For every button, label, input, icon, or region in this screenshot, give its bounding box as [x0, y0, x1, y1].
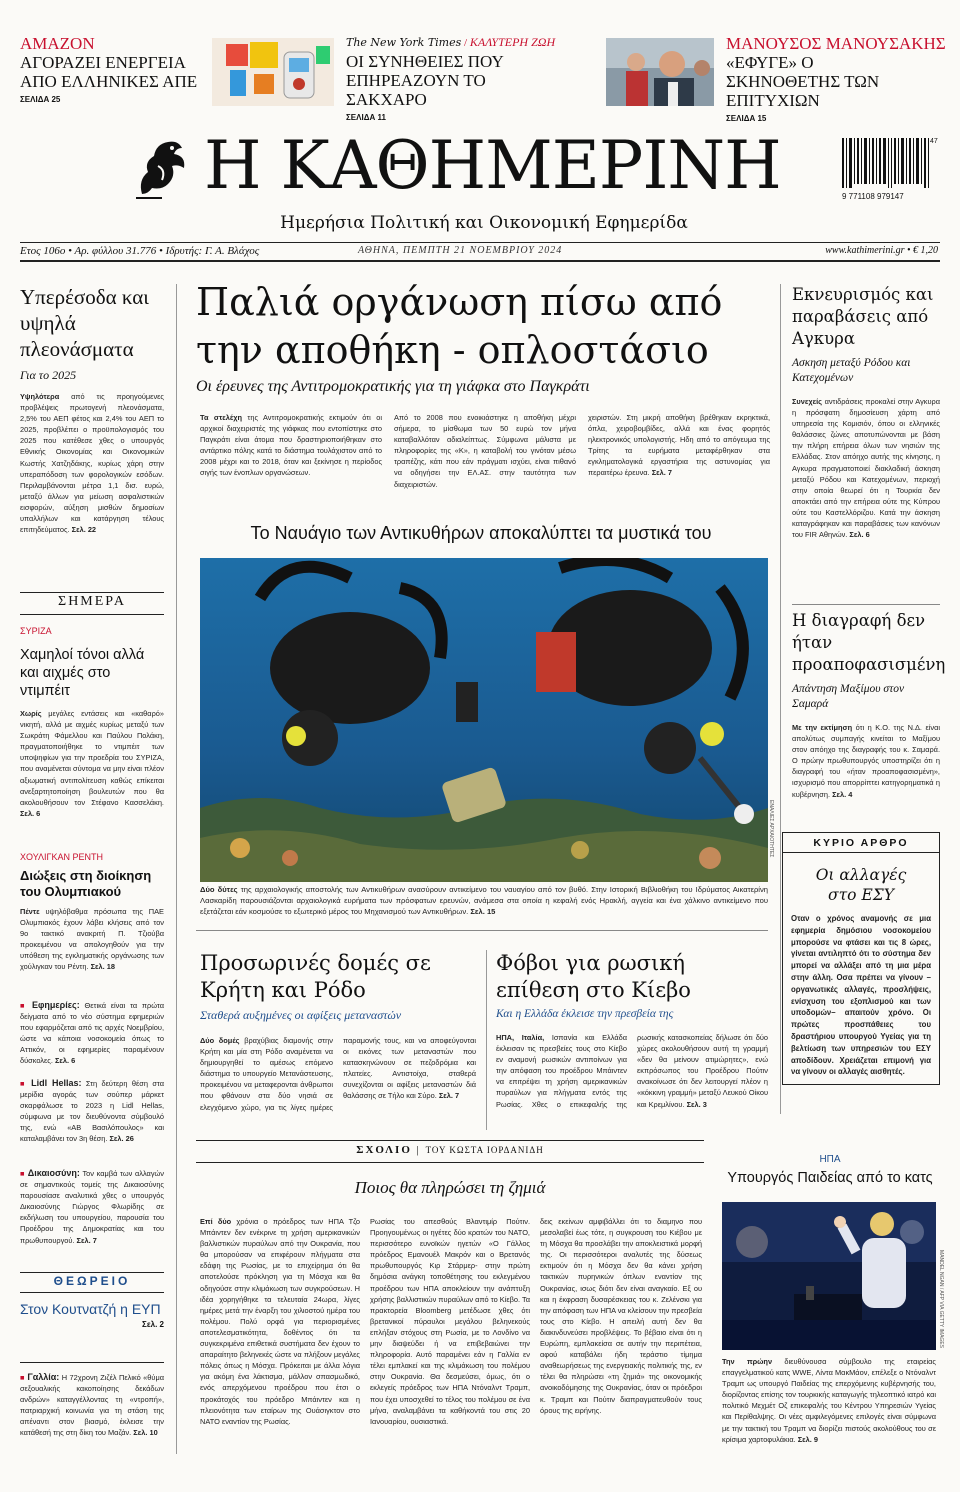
issue-site: www.kathimerini.gr • € 1,20 [825, 245, 938, 256]
brief-dikaiosyni[interactable]: ■ Δικαιοσύνη: Τον καμβά των αλλαγών σε σημαντικούς τομείς της Δικαιοσύνης παρουσίασε αναλυτικά χθες ο υπουργός Δικαιοσύνης Γιώργος Φλωρίδης σε εκδήλωση του υπουργείου, παρουσία του Προέδρου της Δημοκρατίας και του πρωθυπουργού. Σελ. 7 [20, 1168, 164, 1245]
page-ref: Σελ. 6 [20, 808, 41, 818]
body-text: μεγάλες εντάσεις και «καθαρό» νικητή, αλλά με αιχμές κυρίως μεταξύ των Σωκράτη Φάμελλου και Παύλου Πολάκη, πραγματοποιήθηκε το ντιμπέιτ των υποψηφίων για την προεδρία του ΣΥΡΙΖΑ, που αναμένεται σύντομα να μην είναι πλέον αξιωματική αντιπολίτευση καθώς επίκειται ανεξαρτητοποίηση βουλευτών που θα ακολουθήσουν τον Στέφανο Κασσελάκη. [20, 709, 164, 807]
editorial[interactable] [782, 832, 940, 1085]
lead-in: Δύο δομές [200, 1036, 240, 1045]
syriza-story[interactable] [20, 626, 164, 819]
body-text: Θετικά είναι τα πρώτα δείγματα από το νέο σύστημα εφημεριών που εφαρμόζεται από τις αρχές Νοεμβρίου, ώστε να κάποια νοσοκομεία όπως το Αττικόν, οι εφημερίες παραμένουν δύσκολες. [20, 1001, 164, 1066]
masthead-top-rule [20, 242, 940, 243]
body-text: Η 72χρονη Ζιζέλ Πελικό «θύμα σεξουαλικής κακοποίησης δεκάδων ανδρών» καταγγέλλοντας τη «ντροπή», πατριαρχική κοινωνία για τη στάση της απέναντι στον βιασμό, έκλεισε την κατάθεσή της στη δίκη του Μαζάν. [20, 1373, 164, 1438]
teaser-title: «ΕΦΥΓΕ» Ο ΣΚΗΝΟΘΕΤΗΣ ΤΩΝ ΕΠΙΤΥΧΙΩΝ [726, 53, 880, 110]
barcode [842, 138, 938, 204]
lead-in: Δύο δύτες [200, 885, 238, 894]
editorial-label: ΚΥΡΙΟ ΑΡΘΡΟ [783, 833, 939, 853]
divider [20, 1272, 164, 1273]
usa-story[interactable] [720, 1154, 940, 1187]
kyiv-story[interactable] [496, 950, 768, 1120]
teaser-sugar[interactable]: The New York Times / ΚΑΛΥΤΕΡΗ ΖΩΗ ΟΙ ΣΥΝΗΘΕΙΕΣ ΠΟΥ ΕΠΗΡΕΑΖΟΥΝ ΤΟ ΣΑΚΧΑΡΟ ΣΕΛΙΔΑ 11 [346, 34, 596, 110]
comment-header: ΣΧΟΛΙΟ | ΤΟΥ ΚΩΣΤΑ ΙΟΡΔΑΝΙΔΗ [356, 1144, 544, 1156]
headline: Υπουργός Παιδείας από το κατς [727, 1170, 933, 1186]
teaser-kicker: ΑΜΑΖΟΝ [20, 34, 95, 53]
main-story[interactable] [196, 278, 762, 396]
page-ref: Σελ. 22 [71, 525, 97, 535]
photo-credit: MANDEL NGAN / AFP VIA GETTY IMAGES [938, 1250, 944, 1348]
divider [20, 1292, 164, 1293]
divers-photo [200, 558, 768, 882]
story-tag: ΗΠΑ [819, 1154, 841, 1165]
body-text: Ρωσίας του απεσθούς Βλαντιμίρ Πούτιν. Προηγουμένως οι ηγέτες δύο κρατών του ΝΑΤΟ, περισσότερο ευνοϊκών ηγετών «Ο Γάλλος πρόεδρος Εμανουέλ Μακρόν και ο Βρετανός πρωθυπουργός Κιρ Στάρμερ- στην πρώτη δημόσια ανάγκη τοποθέτησης του εκλεγμένου προέδρου των ΗΠΑ αποκλείουν την ανάπτυξη χρήσης βαλλιστικών πυραύλων από το Κίεβο. Τα πρακτορεία Bloomberg μετέδωσε χθες ότι βρετανικοί πύραυλοι μεγάλου βεληνεκούς επλήξαν στόχους στη Ρωσία, με το Λονδίνο να μην διαψεύδει ή να επιβεβαιώνει την πληροφορία. Αυτό παραμένει εάν η Γαλλία εν τέλει εμπλακεί και της κλιμάκωση του πολέμου στην Ουκρανία. Θα δεσμεύσει, όμως, ότι ο εκλεγείς πρόεδρος των ΗΠΑ Ντόναλντ Τραμπ, που έχει υποσχεθεί το τέλος του πολέμου σε ένα μήνα, αναλαμβάνει τα καθήκοντά του στις 20 Ιανουαρίου, ουσιαστικά. [370, 1217, 530, 1426]
story-tag: ΧΟΥΛΙΓΚΑΝ ΡΕΝΤΗ [20, 852, 104, 862]
deck: Απάντηση Μαξίμου στον Σαμαρά [792, 683, 905, 710]
lead-in: Την πρώην [722, 1357, 773, 1366]
divider [196, 1140, 704, 1141]
portrait-photo [606, 38, 714, 106]
barcode-icon [842, 138, 938, 194]
page-ref: Σελ. 7 [76, 1235, 97, 1245]
crete-story[interactable] [200, 950, 476, 1123]
teaser-page: ΣΕΛΙΔΑ 25 [20, 95, 61, 104]
issue-info: Ετος 106ο • Αρ. φύλλου 31.776 • Ιδρυτής: Γ. Α. Βλάχος [20, 245, 260, 257]
comment-author: ΤΟΥ ΚΩΣΤΑ ΙΟΡΔΑΝΙΔΗ [425, 1145, 544, 1155]
page-ref: Σελ. 10 [133, 1428, 158, 1438]
lead-in: Πέντε [20, 907, 40, 916]
page-ref: Σελ. 6 [849, 530, 870, 540]
divider [196, 1162, 704, 1163]
column-rule [486, 950, 487, 1130]
mcmahon-photo [722, 1202, 936, 1350]
body-text: χειριστών. Στη μικρή αποθήκη βρέθηκαν εκρηκτικά, όπλα, χειροβομβίδες, αλλά και ένας φορητός ηλεκτρονικός υπολογιστής. Ηδη από το απόγευμα της Τρίτης τα ευρήματα μεταφέρθηκαν στα εγκληματολογικά εργαστήρια της αστυνομίας για περαιτέρω έρευνα. [588, 413, 770, 478]
griffin-logo-icon [132, 136, 192, 202]
samaras-story[interactable] [792, 610, 946, 800]
comment-title: Ποιος θα πληρώσει τη ζημιά [354, 1178, 546, 1197]
lead-in: Τα στελέχη [200, 413, 242, 422]
lead-in: Επί δύο [200, 1217, 232, 1226]
lead-in: Υψηλότερα [20, 392, 60, 401]
underwater-photo [200, 558, 768, 882]
headline: Φόβοι για ρωσική επίθεση στο Κίεβο [496, 951, 691, 1002]
deck: Και η Ελλάδα έκλεισε την πρεσβεία της [496, 1008, 674, 1020]
olympiakos-story[interactable] [20, 852, 164, 973]
lead-in: ΗΠΑ, Ιταλία, [496, 1033, 545, 1042]
left-lead-story[interactable] [20, 284, 164, 535]
body-text: βραχύβιας διαμονής στην Κρήτη και μία στη Ρόδο αναμένεται να δημιουργηθεί το αμέσως επόμενο διάστημα το υπουργείο Μετανάστευσης, προκειμένου να μεταφερονται άνθρωποι που φθάνουν στα δύο νησιά σε ελεγχόμενο χώρο, για τις λίγες ημέρες παραμονής τους, και να αποφεύγονται οι εικόνες των μεταναστών που κατασκηνώνουν σε πεζοδρόμια και πλατείες. Αντιστοίχα, σταθερά συνεχίζονται οι αφίξεις μεταναστών διά θαλάσσης σε Τήλο και Σύρο. [200, 1036, 476, 1112]
teaser-manousakis-image [606, 38, 714, 106]
page-ref: Σελ. 26 [109, 1134, 134, 1144]
body-text: Ισπανία και Ελλάδα έκλεισαν τις πρεσβείες τους στο Κίεβο εν αναμονή ρωσικών αντιποίνων για την απόφαση του προέδρου Μπάιντεν να επιτρέψει τη χρήση αμερικανικών πυραύλων για πλήγματα εντός της Ρωσίας. Χθες ο επικεφαλής της ρωσικής κατασκοπείας δήλωσε ότι δύο χώρες ακολουθήσουν αυτή τη γραμμή «δεν θα μείνουν ατιμώρητες», ενώ εκπρόσωπος του Προέδρου Πούτιν ανακοίνωσε ότι δεν λειτουργεί πλέον η «κόκκινη γραμμή» μεταξύ Λευκού Οίκου και Κρεμλίνου. [496, 1033, 768, 1109]
column-rule [780, 284, 781, 1114]
main-col-1 [200, 412, 382, 479]
nyt-logo: The New York Times [346, 36, 462, 49]
body-text: της αρχαιολογικής αποστολής των Αντικυθήρων ανασύρουν αντικείμενο του ναυαγίου από τον βυθό. Στην Ιστορική Βιβλιοθήκη του Ιδρύματος Αικατερίνη Λασκαρίδη παρουσιάζονται αρχαιολογικά ευρήματα των πρόσφατων ερευνών, ανάμεσα στα οποία η κεφαλή ενός Ηρακλή, αγγεία και ένα χάλκινο αντικείμενο που εξετάζεται εάν κοσμούσε το εξωτερικό μέρος του Μηχανισμού των Αντικυθήρων. [200, 885, 768, 916]
deck: Για το 2025 [20, 368, 77, 382]
comment-col-1 [200, 1216, 360, 1452]
body-text: διευθύνουσα σύμβουλο της εταιρείας επαγγελματικού κατς WWE, Λίντα ΜακΜάον, επέλεξε ο Ντόναλντ Τραμπ ως υπουργό Παιδείας της επερχόμενης κυβέρνησής του, διορίζοντας επίσης τον τουρκικής καταγωγής τηλεοπτικό ιατρό και πολιτικό Μεχμέτ Οζ επικεφαλής του Κέντρου Υπηρεσιών Υγείας και Περίθαλψης. Οι νέες αμφιλεγόμενες επιλογές είναι σύμφωνα με την τακτική του Τραμπ να διορίζει πιστούς ακολούθους του σε κρίσιμα χαρτοφυλάκια. [722, 1357, 936, 1444]
headline: Στον Κουτνατζή η ΕΥΠ [20, 1301, 161, 1317]
editorial-body: Οταν ο χρόνος αναμονής σε μια εφημερία δημόσιου νοσοκομείου μπορούσε να φτάσει και τις 8 ώρες, γίνεται αντιληπτό ότι το σύστημα δεν μπορεί να αλλάξει από τη μια μέρα στην άλλη. Οσα πρέπει να γίνουν –οργανωτικές αλλαγές, προσλήψεις, ενίσχυση του εξοπλισμού και των υποδομών– απαιτούν χρόνο. Οι πρώτες προσπάθειες του δραστήριου υπουργού Υγείας για τη βελτίωση των υπηρεσιών του ΕΣΥ αποδίδουν. Χρειάζεται επιμονή για να γίνουν οι αλλαγές αισθητές. [791, 914, 931, 1077]
teaser-title: ΟΙ ΣΥΝΗΘΕΙΕΣ ΠΟΥ ΕΠΗΡΕΑΖΟΥΝ ΤΟ ΣΑΚΧΑΡΟ [346, 52, 504, 109]
divider [20, 592, 164, 593]
teaser-title: ΑΓΟΡΑΖΕΙ ΕΝΕΡΓΕΙΑ ΑΠΟ ΕΛΛΗΝΙΚΕΣ ΑΠΕ [20, 53, 198, 91]
headline: Προσωρινές δομές σε Κρήτη και Ρόδο [200, 951, 431, 1002]
lead-in: Χωρίς [20, 709, 42, 718]
photo-title: Το Ναυάγιο των Αντικυθήρων αποκαλύπτει τα μυστικά του [250, 523, 712, 543]
page-ref: Σελ. 6 [54, 1056, 76, 1066]
body-text: υψηλόβαθμα πρόσωπα της ΠΑΕ Ολυμπιακός έχουν λάβει κλήσεις από τον 9ο τακτικό ανακριτή Π. Τζιούβα προκειμένου να απολογηθούν για την υπόθεση της εγκληματικής οργάνωσης των χούλιγκαν του Ρέντη. [20, 907, 164, 972]
issue-date: ΑΘΗΝΑ, ΠΕΜΠΤΗ 21 ΝΟΕΜΒΡΙΟΥ 2024 [358, 245, 563, 256]
masthead-subtitle: Ημερήσια Πολιτική και Οικονομική Εφημερίδα [280, 213, 688, 233]
page-ref: Σελ. 7 [438, 1091, 460, 1101]
glucose-meter-icon [212, 38, 334, 106]
masthead-bottom-rule [20, 260, 940, 262]
body-text: αντιδράσεις προκαλεί στην Αγκυρα η πρόσφατη δημοσίευση χάρτη από υπηρεσία της Κομισιόν, όπου οι ελληνικές θαλάσσιες ζώνες αποτυπώνονται με βάση την πλήρη επήρεια όλων των νησιών της Ελλάδας. Στον απόηχο αυτής της κίνησης, η Αγκυρα πραγματοποιεί διακλαδική άσκηση μεταξύ Ρόδου και Κατεχομένων, περιοχή στην οποία θεωρεί ότι η Τουρκία δεν αποκτάει από την επήρεια ούτε της Κύπρου ούτε του Καστελλόριζου. Κατά την άσκηση καταγράφηκαν και παραβάσεις των κανόνων του FIR Αθηνών. [792, 397, 940, 540]
masthead-title: Η ΚΑΘΗΜΕΡΙΝΗ [204, 127, 781, 204]
headline: Η διαγραφή δεν ήταν προαποφασισμένη [792, 611, 946, 674]
teaser-kicker: ΚΑΛΥΤΕΡΗ ΖΩΗ [469, 35, 556, 49]
teaser-page: ΣΕΛΙΔΑ 11 [346, 113, 386, 122]
teaser-page: ΣΕΛΙΔΑ 15 [726, 114, 767, 123]
teaser-amazon[interactable] [20, 34, 200, 110]
body-text: Στη δεύτερη θέση στα μερίδια αγοράς των σούπερ μάρκετ σκαρφάλωσε το 2023 η Lidl Hellas, σύμφωνα με τον διευθύνοντα σύμβουλό της, ενώ «ΑΒ Βασιλόπουλος» και καταλαμβάνει τον 3η θέση. [20, 1079, 164, 1144]
page-ref: Σελ. 18 [90, 962, 115, 972]
simera-label: ΣΗΜΕΡΑ [58, 594, 126, 609]
body-text: ότι η Κ.Ο. της Ν.Δ. είναι απολύτως συμπαγής κινείται το Μαξίμου στον απόηχο της διαγραφής του κ. Σαμαρά. Ο πρώην πρωθυπουργός υποστηρίζει ότι η διαγραφή του «ήταν προαποφασισμένη», ισχυρισμό που απορρίπτει κατηγορηματικά η κυβέρνηση. [792, 723, 940, 799]
page-ref: Σελ. 2 [142, 1320, 164, 1329]
headline: Διώξεις στη διοίκηση του Ολυμπιακού [20, 868, 152, 899]
photo-caption [200, 884, 768, 917]
teaser-manousakis[interactable] [726, 34, 946, 123]
usa-body [722, 1356, 936, 1445]
divider [792, 604, 940, 605]
page-ref: Σελ. 9 [797, 1434, 819, 1444]
main-col-3 [588, 412, 770, 479]
headline: Χαμηλοί τόνοι αλλά και αιχμές στο ντιμπέιτ [20, 647, 145, 699]
headline: Εκνευρισμός και παραβάσεις από Αγκυρα [792, 285, 934, 348]
body-text: δεις εκείνων αμφιβάλλει ότι το διαμηνο που μεσολαβεί έως τότε, η συγκρουση του Κιέβου με τη Μόσχα θα προσλάβει την αποκλειστικά μορφή της. Οι περισσότεροι αναλυτές της δύσεως εκτιμούν ότι η Μόσχα δεν θα κάνει χρήση τακτικών πυρηνικών όπλων εναντίον της Ουκρανίας, ισως διότι δεν είναι αναγκαίο. Εξ ου και η έκφραση δυσαρέσκειας του κ. Ζελένσκι για την απόφαση των ΗΠΑ να κλείσουν την πρεσβεία τους στο Κίεβο. Η απειλή αυτή δεν θα διακινδυνεύσει προβλέψεις. Το βέβαιο είναι ότι η Ευρώπη, εμπλακείσα σε αυτήν την περιπέτεια, αφού καταβάλει ήδη τεράστιο τίμημα αναθεωρήσεως της ενεργειακής πολιτικής της, εν τέλει θα πληρώσει «τη ζημιά» της οικονομικής ανοικοδόμησης της Ουκρανίας, όταν οι πρόεδροι κ. Τραμπ και Πούτιν διαπραγματευθούν τους όρους της ειρήνης. [540, 1217, 702, 1415]
comment-col-2 [370, 1216, 530, 1452]
lead-in: Δικαιοσύνη: [27, 1168, 80, 1178]
page-ref: Σελ. 15 [470, 907, 496, 916]
deck: Σταθερά αυξημένες οι αφίξεις μεταναστών [200, 1008, 402, 1022]
body-text: Τον καμβά των αλλαγών σε σημαντικούς τομείς της Δικαιοσύνης παρουσίασε αναλυτικά χθες ο υπουργός Δικαιοσύνης Γιώργος Φλωρίδης σε εκδήλωση του υπουργείου, παρουσία του Προέδρου της Δημοκρατίας και του πρωθυπουργού. [20, 1169, 164, 1245]
deck: Ασκηση μεταξύ Ρόδου και Κατεχομένων [792, 357, 911, 384]
lead-in: Lidl Hellas: [31, 1078, 82, 1088]
story-tag: ΣΥΡΙΖΑ [20, 626, 52, 636]
editorial-title: Οι αλλαγές στο ΕΣΥ [815, 866, 907, 904]
page-ref: Σελ. 3 [686, 1099, 707, 1109]
body-text: από τις προηγούμενες προβλέψεις πρωτογενή πλεονάσματα, 2,5% του ΑΕΠ φέτος και 2,4% του ΑΕΠ το 2025, προβλέπει ο προϋπολογισμός του 2025 που κατέθεσε χθες ο υπουργός Εθνικής Οικονομίας και Οικονομικών Κωστής Χατζηδάκης, κυρίως χάρη στην υπεραπόδοση των φορολογικών εσόδων. Περιλαμβάνονται μέτρα 1,1 δισ. ευρώ, μεταξύ άλλων για μείωση ασφαλιστικών εισφορών, αύξηση μισθών δημοσίων υπαλλήλων και κατάργηση τέλους επιτηδεύματος. [20, 392, 164, 535]
brief-gallia[interactable]: ■ Γαλλία: Η 72χρονη Ζιζέλ Πελικό «θύμα σεξουαλικής κακοποίησης δεκάδων ανδρών» καταγγέλλοντας τη «ντροπή», πατριαρχική κοινωνία για τη στάση της απέναντι στον βιασμό, έκλεισε την κατάθεσή της στη δίκη του Μαζάν. Σελ. 10 [20, 1372, 164, 1438]
body-text: χρόνια ο πρόεδρος των ΗΠΑ Τζο Μπάιντεν δεν ενέκρινε τη χρήση αμερικανικών βαλλιστικών πυραύλων από την Ουκρανία, που θα μπορούσαν να επιφέρουν πλήγματα στα εδάφη της Ρωσίας, με το επιχείρημα ότι θα αποτελούσε πρόκληση για τη Μόσχα και θα οδηγούσε στην κλιμάκωση των συγκρούσεων. Η ιδέα χορηγήθηκε τα τελευταία 24ωρα, λίγες ημέρες μετά την έναρξη του χιλιοστού ημέρα του πολέμου. Πολύ ορφά για περιορισμένες αποτελεσματικότητα, δοθέντος ότι τα συγκεκριμένα επιθετικά συστήματα δεν έχουν το απαραίτητο βεληνεκές ώστε να πλήξουν μεγάλες πόλεις όπως η Μόσχα. Πρόκειται με άλλα λόγια για ακόμη ένα λάκτισμα, μάλλον σπασμωδικό, ενός απερχόμενου προέδρου που έτσι ο προκάτοχός του πρόεδρο Μπάιντεν και η πλειονότητα των εταίρων της Ουάσιγκτον στο ΝΑΤΟ εναντίον της Ρωσίας. [200, 1217, 360, 1426]
main-col-2 [394, 412, 576, 490]
speaker-photo [722, 1202, 936, 1350]
divider [196, 930, 768, 931]
ankara-story[interactable] [792, 284, 940, 540]
lead-in: Συνεχείς [792, 397, 823, 406]
theorio-label: ΘΕΩΡΕΙΟ [53, 1274, 131, 1288]
divider [20, 1362, 164, 1363]
body-text: Από το 2008 που ενοικιάστηκε η αποθήκη μέχρι σήμερα, το μίσθωμα των 50 ευρώ τον μήνα καταβαλλόταν αδιαλείπτως. Σύμφωνα μάλιστα με πληροφορίες της «Κ», η καταβολή του γινόταν μέσω τραπέζης, κάτι που εάν πράγματι ισχύει, είναι πιθανό να οδηγήσει την ΕΛ.ΑΣ. στην ταυτότητα των διαχειριστών. [394, 413, 576, 489]
barcode-issue: 47 [930, 138, 938, 145]
page-ref: Σελ. 7 [651, 468, 672, 478]
body-text: της Αντιτρομοκρατικής εκτιμούν ότι οι αρχικοί διαχειριστές της γιάφκας που εντοπίστηκε στο Παγκράτι είναι άτομα που δραστηριοποιήθηκαν στο αντάρτικο πόλης κατά το διάστημα τουλάχιστον από το 2008 μέχρι και το 2018, όταν και ξεκίνησε η περίοδος σιγής των ένοπλων οργανώσεων. [200, 413, 382, 478]
headline: Υπερέσοδα και υψηλά πλεονάσματα [20, 285, 149, 361]
comment-col-3 [540, 1216, 702, 1452]
comment-label: ΣΧΟΛΙΟ [356, 1144, 412, 1156]
lead-in: Γαλλία: [27, 1372, 60, 1382]
brief-efimeries[interactable]: ■ Εφημερίες: Θετικά είναι τα πρώτα δείγματα από το νέο σύστημα εφημεριών που εφαρμόζεται από τις αρχές Νοεμβρίου, ώστε να κάποια νοσοκομεία όπως το Αττικόν, οι εφημερίες παραμένουν δύσκολες. Σελ. 6 [20, 1000, 164, 1066]
divider [20, 614, 164, 615]
barcode-number: 9 771108 979147 [842, 192, 904, 201]
page-ref: Σελ. 4 [832, 789, 853, 799]
photo-credit: ΕΝΑΛΙΕΣ ΑΡΧΑΙΟΤΗΤΕΣ [768, 800, 774, 858]
lead-in: Με την εκτίμηση [792, 723, 853, 732]
lead-in: Εφημερίες: [31, 1000, 80, 1010]
column-rule [176, 284, 177, 1454]
theorio-story[interactable] [20, 1300, 164, 1329]
main-deck: Οι έρευνες της Αντιτρομοκρατικής για τη γιάφκα στο Παγκράτι [196, 378, 590, 395]
teaser-kicker: ΜΑΝΟΥΣΟΣ ΜΑΝΟΥΣΑΚΗΣ [726, 34, 946, 53]
main-headline: Παλιά οργάνωση πίσω από την αποθήκη - οπλοστάσιο [196, 280, 723, 372]
brief-lidl[interactable]: ■ Lidl Hellas: Στη δεύτερη θέση στα μερίδια αγοράς των σούπερ μάρκετ σκαρφάλωσε το 2023 η Lidl Hellas, σύμφωνα με τον διευθύνοντα σύμβουλό της, ενώ «ΑΒ Βασιλόπουλος» και καταλαμβάνει τον 3η θέση. Σελ. 26 [20, 1078, 164, 1144]
teaser-sugar-image [212, 38, 334, 106]
